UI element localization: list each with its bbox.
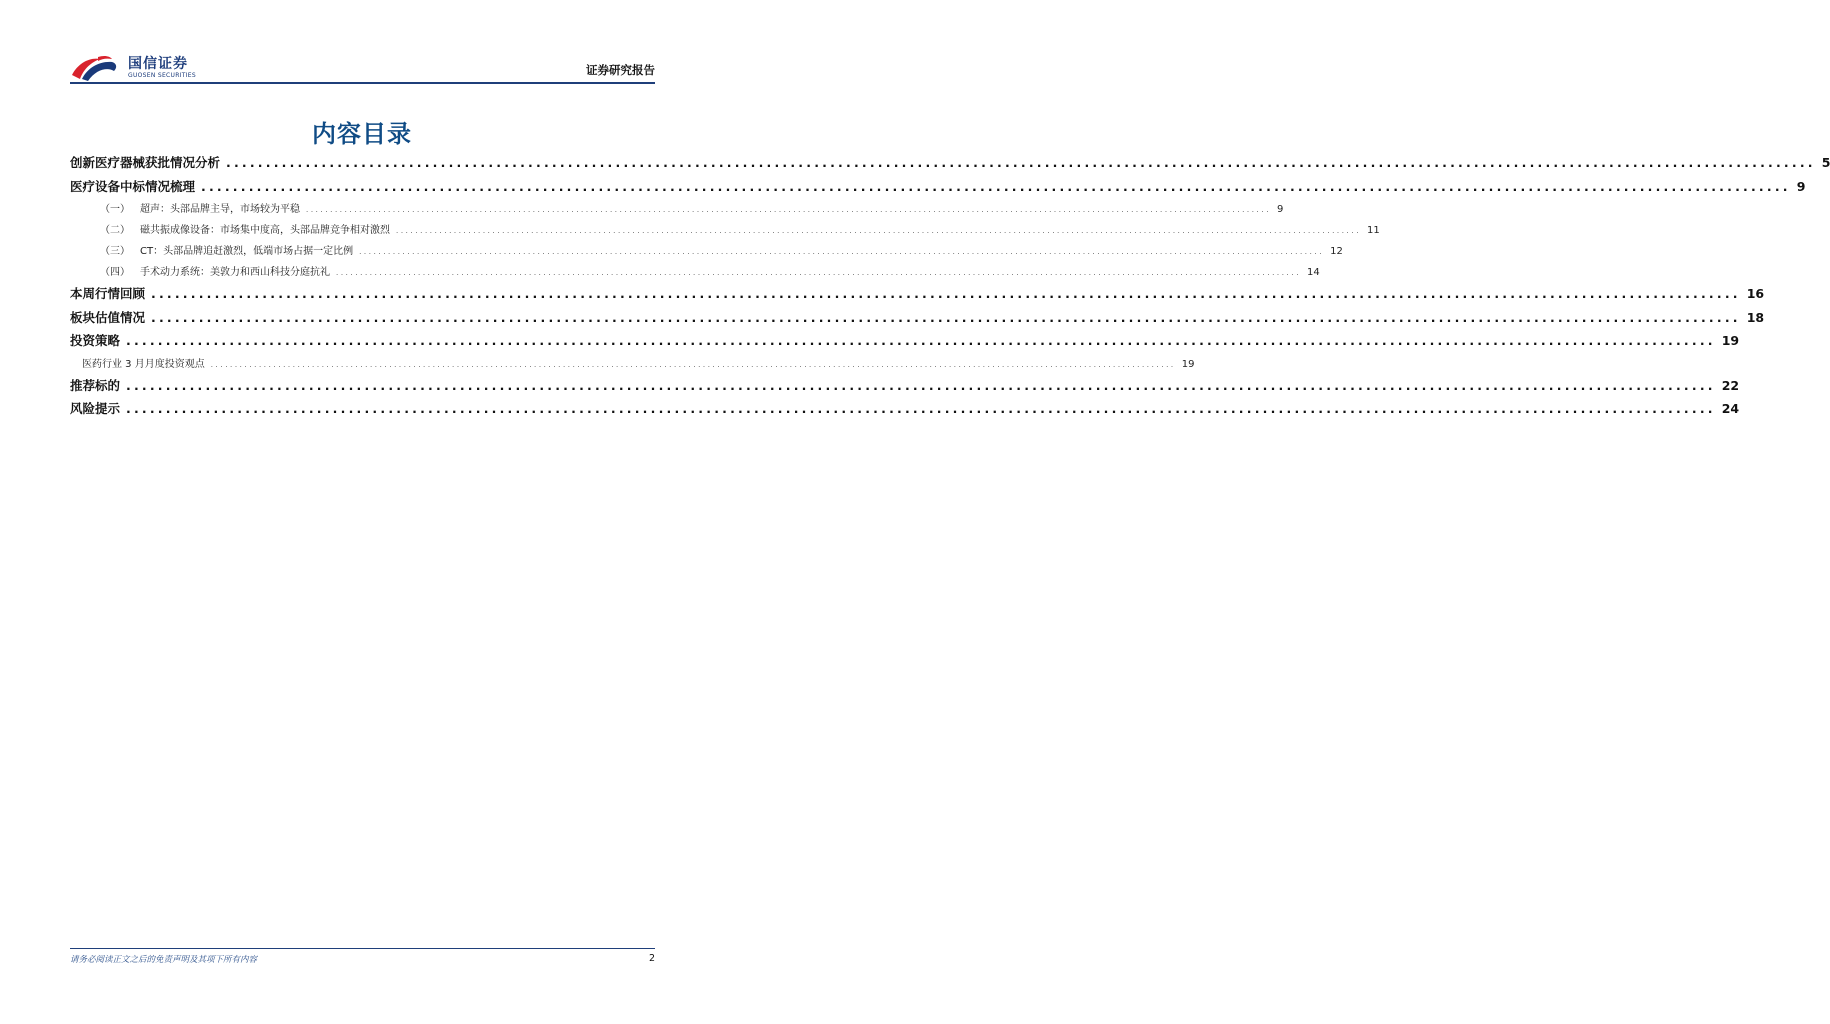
- toc-entry-title: 投资策略: [70, 333, 121, 348]
- page-header: [70, 50, 655, 86]
- toc-entry[interactable]: [70, 153, 1830, 177]
- toc-entry[interactable]: [70, 376, 1740, 400]
- toc-subentry[interactable]: [70, 242, 1343, 263]
- toc-leader-dots: ........................................................................................................................................................................................................: [151, 309, 1741, 325]
- toc-entry-title: 磁共振成像设备：市场集中度高，头部品牌竞争相对激烈: [140, 225, 390, 236]
- toc-entry-title: 医疗设备中标情况梳理: [70, 178, 196, 194]
- toc-entry-title: 本周行情回顾: [70, 286, 146, 301]
- toc-entry-title: 风险提示: [70, 401, 121, 416]
- toc-leader-dots: ........................................................................................................................................................................................................: [306, 206, 1272, 214]
- toc-entry[interactable]: [70, 177, 1806, 201]
- toc-entry-page: 14: [1307, 267, 1320, 278]
- footer-disclaimer: 请务必阅读正文之后的免责声明及其项下所有内容: [70, 955, 258, 965]
- toc-leader-dots: ........................................................................................................................................................................................................: [126, 333, 1716, 348]
- guosen-logo-icon: [70, 53, 122, 83]
- toc-leader-dots: ........................................................................................................................................................................................................: [359, 248, 1325, 256]
- toc-leader-dots: ........................................................................................................................................................................................................: [151, 286, 1741, 301]
- toc-entry-page: 9: [1277, 204, 1284, 215]
- toc-entry-title: 板块估值情况: [70, 309, 146, 325]
- logo-chinese-name: 国信证券: [128, 56, 188, 72]
- toc-leader-dots: ........................................................................................................................................................................................................: [210, 360, 1176, 369]
- toc-leader-dots: ........................................................................................................................................................................................................: [126, 377, 1716, 393]
- toc-subentry[interactable]: [70, 263, 1320, 284]
- toc-entry-page: 24: [1721, 401, 1740, 416]
- toc-entry-page: 16: [1746, 286, 1765, 301]
- toc-entry-title: 医药行业 3 月月度投资观点: [82, 358, 205, 370]
- header-divider: [70, 82, 655, 84]
- toc-entry-page: 19: [1181, 358, 1195, 370]
- toc-entry-page: 19: [1721, 333, 1740, 348]
- toc-entry-title: 创新医疗器械获批情况分析: [70, 155, 221, 170]
- toc-entry-number: （一）: [100, 204, 130, 215]
- toc-entry-title: 手术动力系统：美敦力和西山科技分庭抗礼: [140, 267, 330, 278]
- toc-entry-page: 9: [1796, 178, 1806, 194]
- toc-entry-page: 5: [1821, 155, 1830, 170]
- table-of-contents: [70, 153, 1830, 423]
- toc-leader-dots: ........................................................................................................................................................................................................: [396, 227, 1362, 235]
- toc-entry-title: 推荐标的: [70, 377, 121, 393]
- toc-subentry[interactable]: [70, 221, 1380, 242]
- toc-leader-dots: ........................................................................................................................................................................................................: [126, 401, 1716, 416]
- toc-entry-page: 18: [1746, 309, 1765, 325]
- toc-entry-page: 12: [1330, 246, 1343, 257]
- toc-title: 内容目录: [312, 120, 412, 148]
- document-type-label: 证券研究报告: [586, 63, 655, 77]
- toc-leader-dots: ........................................................................................................................................................................................................: [226, 155, 1816, 170]
- toc-entry-number: （三）: [100, 246, 130, 257]
- toc-leader-dots: ........................................................................................................................................................................................................: [336, 269, 1302, 277]
- toc-entry-number: （二）: [100, 225, 130, 236]
- toc-entry-number: （四）: [100, 267, 130, 278]
- logo-english-name: GUOSEN SECURITIES: [128, 72, 197, 79]
- company-logo: [70, 50, 196, 86]
- toc-entry[interactable]: [70, 284, 1765, 308]
- toc-entry[interactable]: [70, 308, 1765, 332]
- toc-entry-title: CT：头部品牌追赶激烈，低端市场占据一定比例: [140, 246, 354, 257]
- toc-entry[interactable]: [70, 399, 1740, 423]
- toc-entry[interactable]: [70, 331, 1740, 355]
- toc-entry-title: 超声：头部品牌主导，市场较为平稳: [140, 204, 300, 215]
- footer-divider: [70, 948, 655, 949]
- toc-entry-page: 11: [1367, 225, 1380, 236]
- page-number: 2: [648, 953, 655, 964]
- toc-leader-dots: ........................................................................................................................................................................................................: [201, 178, 1791, 194]
- toc-subentry[interactable]: [70, 200, 1284, 221]
- toc-subentry[interactable]: [70, 355, 1195, 376]
- toc-entry-page: 22: [1721, 377, 1740, 393]
